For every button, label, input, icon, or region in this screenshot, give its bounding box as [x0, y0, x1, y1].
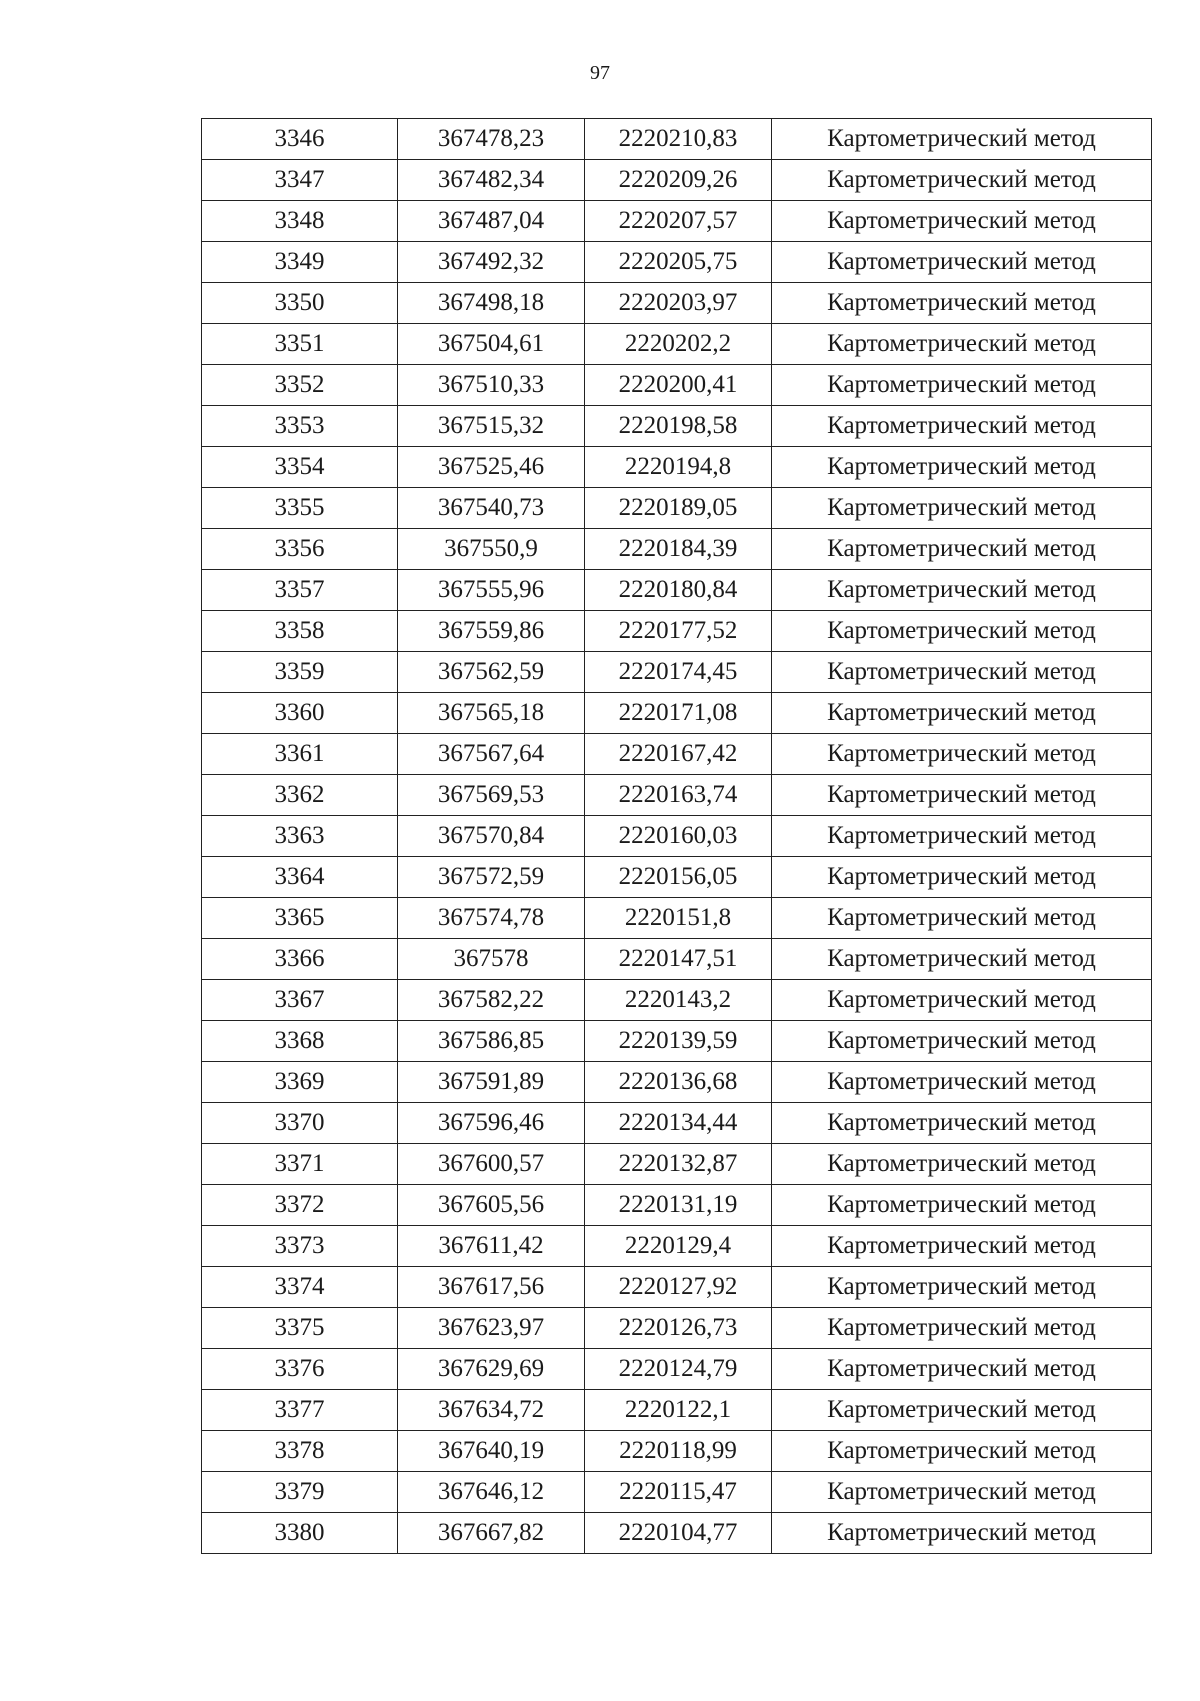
x-coordinate-cell: 367540,73: [398, 488, 585, 529]
x-coordinate-cell: 367596,46: [398, 1103, 585, 1144]
table-row: [202, 652, 1152, 693]
method-cell: Картометрический метод: [772, 1472, 1152, 1513]
point-number-cell: 3353: [202, 406, 398, 447]
table-row: [202, 488, 1152, 529]
method-cell: Картометрический метод: [772, 816, 1152, 857]
table-row: [202, 1226, 1152, 1267]
method-cell: Картометрический метод: [772, 611, 1152, 652]
x-coordinate-cell: 367586,85: [398, 1021, 585, 1062]
y-coordinate-cell: 2220167,42: [585, 734, 772, 775]
table-row: [202, 816, 1152, 857]
x-coordinate-cell: 367559,86: [398, 611, 585, 652]
coordinates-table-body: [202, 119, 1152, 1554]
method-cell: Картометрический метод: [772, 570, 1152, 611]
point-number-cell: 3357: [202, 570, 398, 611]
table-row: [202, 365, 1152, 406]
method-cell: Картометрический метод: [772, 1431, 1152, 1472]
method-cell: Картометрический метод: [772, 1062, 1152, 1103]
table-row: [202, 1062, 1152, 1103]
y-coordinate-cell: 2220132,87: [585, 1144, 772, 1185]
y-coordinate-cell: 2220126,73: [585, 1308, 772, 1349]
method-cell: Картометрический метод: [772, 1513, 1152, 1554]
table-row: [202, 406, 1152, 447]
point-number-cell: 3358: [202, 611, 398, 652]
x-coordinate-cell: 367569,53: [398, 775, 585, 816]
y-coordinate-cell: 2220205,75: [585, 242, 772, 283]
table-row: [202, 857, 1152, 898]
method-cell: Картометрический метод: [772, 857, 1152, 898]
y-coordinate-cell: 2220129,4: [585, 1226, 772, 1267]
point-number-cell: 3364: [202, 857, 398, 898]
point-number-cell: 3350: [202, 283, 398, 324]
table-row: [202, 775, 1152, 816]
method-cell: Картометрический метод: [772, 1349, 1152, 1390]
table-row: [202, 898, 1152, 939]
table-row: [202, 1349, 1152, 1390]
method-cell: Картометрический метод: [772, 488, 1152, 529]
x-coordinate-cell: 367498,18: [398, 283, 585, 324]
method-cell: Картометрический метод: [772, 1226, 1152, 1267]
table-row: [202, 570, 1152, 611]
point-number-cell: 3347: [202, 160, 398, 201]
method-cell: Картометрический метод: [772, 283, 1152, 324]
x-coordinate-cell: 367510,33: [398, 365, 585, 406]
point-number-cell: 3362: [202, 775, 398, 816]
x-coordinate-cell: 367611,42: [398, 1226, 585, 1267]
table-row: [202, 1308, 1152, 1349]
method-cell: Картометрический метод: [772, 529, 1152, 570]
x-coordinate-cell: 367605,56: [398, 1185, 585, 1226]
method-cell: Картометрический метод: [772, 119, 1152, 160]
y-coordinate-cell: 2220118,99: [585, 1431, 772, 1472]
point-number-cell: 3379: [202, 1472, 398, 1513]
y-coordinate-cell: 2220147,51: [585, 939, 772, 980]
point-number-cell: 3380: [202, 1513, 398, 1554]
method-cell: Картометрический метод: [772, 1390, 1152, 1431]
x-coordinate-cell: 367504,61: [398, 324, 585, 365]
x-coordinate-cell: 367574,78: [398, 898, 585, 939]
table-row: [202, 611, 1152, 652]
x-coordinate-cell: 367646,12: [398, 1472, 585, 1513]
y-coordinate-cell: 2220151,8: [585, 898, 772, 939]
table-row: [202, 242, 1152, 283]
x-coordinate-cell: 367562,59: [398, 652, 585, 693]
table-row: [202, 1021, 1152, 1062]
method-cell: Картометрический метод: [772, 898, 1152, 939]
x-coordinate-cell: 367570,84: [398, 816, 585, 857]
x-coordinate-cell: 367591,89: [398, 1062, 585, 1103]
x-coordinate-cell: 367492,32: [398, 242, 585, 283]
y-coordinate-cell: 2220104,77: [585, 1513, 772, 1554]
table-row: [202, 283, 1152, 324]
method-cell: Картометрический метод: [772, 160, 1152, 201]
table-row: [202, 1513, 1152, 1554]
y-coordinate-cell: 2220184,39: [585, 529, 772, 570]
table-row: [202, 119, 1152, 160]
method-cell: Картометрический метод: [772, 1308, 1152, 1349]
point-number-cell: 3367: [202, 980, 398, 1021]
point-number-cell: 3355: [202, 488, 398, 529]
point-number-cell: 3361: [202, 734, 398, 775]
table-row: [202, 1472, 1152, 1513]
method-cell: Картометрический метод: [772, 1021, 1152, 1062]
table-row: [202, 201, 1152, 242]
method-cell: Картометрический метод: [772, 1185, 1152, 1226]
y-coordinate-cell: 2220189,05: [585, 488, 772, 529]
point-number-cell: 3351: [202, 324, 398, 365]
method-cell: Картометрический метод: [772, 365, 1152, 406]
table-row: [202, 529, 1152, 570]
point-number-cell: 3370: [202, 1103, 398, 1144]
method-cell: Картометрический метод: [772, 201, 1152, 242]
x-coordinate-cell: 367525,46: [398, 447, 585, 488]
table-row: [202, 693, 1152, 734]
y-coordinate-cell: 2220156,05: [585, 857, 772, 898]
method-cell: Картометрический метод: [772, 1144, 1152, 1185]
point-number-cell: 3371: [202, 1144, 398, 1185]
x-coordinate-cell: 367640,19: [398, 1431, 585, 1472]
point-number-cell: 3365: [202, 898, 398, 939]
y-coordinate-cell: 2220210,83: [585, 119, 772, 160]
method-cell: Картометрический метод: [772, 734, 1152, 775]
y-coordinate-cell: 2220131,19: [585, 1185, 772, 1226]
y-coordinate-cell: 2220180,84: [585, 570, 772, 611]
y-coordinate-cell: 2220115,47: [585, 1472, 772, 1513]
point-number-cell: 3374: [202, 1267, 398, 1308]
y-coordinate-cell: 2220163,74: [585, 775, 772, 816]
point-number-cell: 3366: [202, 939, 398, 980]
method-cell: Картометрический метод: [772, 324, 1152, 365]
y-coordinate-cell: 2220171,08: [585, 693, 772, 734]
x-coordinate-cell: 367555,96: [398, 570, 585, 611]
point-number-cell: 3377: [202, 1390, 398, 1431]
x-coordinate-cell: 367515,32: [398, 406, 585, 447]
point-number-cell: 3373: [202, 1226, 398, 1267]
point-number-cell: 3352: [202, 365, 398, 406]
x-coordinate-cell: 367572,59: [398, 857, 585, 898]
x-coordinate-cell: 367629,69: [398, 1349, 585, 1390]
y-coordinate-cell: 2220207,57: [585, 201, 772, 242]
method-cell: Картометрический метод: [772, 775, 1152, 816]
y-coordinate-cell: 2220136,68: [585, 1062, 772, 1103]
point-number-cell: 3356: [202, 529, 398, 570]
x-coordinate-cell: 367634,72: [398, 1390, 585, 1431]
table-row: [202, 1267, 1152, 1308]
x-coordinate-cell: 367667,82: [398, 1513, 585, 1554]
y-coordinate-cell: 2220139,59: [585, 1021, 772, 1062]
point-number-cell: 3360: [202, 693, 398, 734]
point-number-cell: 3369: [202, 1062, 398, 1103]
point-number-cell: 3378: [202, 1431, 398, 1472]
x-coordinate-cell: 367582,22: [398, 980, 585, 1021]
y-coordinate-cell: 2220127,92: [585, 1267, 772, 1308]
x-coordinate-cell: 367482,34: [398, 160, 585, 201]
y-coordinate-cell: 2220202,2: [585, 324, 772, 365]
y-coordinate-cell: 2220122,1: [585, 1390, 772, 1431]
point-number-cell: 3376: [202, 1349, 398, 1390]
method-cell: Картометрический метод: [772, 693, 1152, 734]
point-number-cell: 3368: [202, 1021, 398, 1062]
x-coordinate-cell: 367567,64: [398, 734, 585, 775]
y-coordinate-cell: 2220134,44: [585, 1103, 772, 1144]
point-number-cell: 3372: [202, 1185, 398, 1226]
y-coordinate-cell: 2220124,79: [585, 1349, 772, 1390]
point-number-cell: 3354: [202, 447, 398, 488]
y-coordinate-cell: 2220177,52: [585, 611, 772, 652]
y-coordinate-cell: 2220143,2: [585, 980, 772, 1021]
x-coordinate-cell: 367487,04: [398, 201, 585, 242]
x-coordinate-cell: 367565,18: [398, 693, 585, 734]
method-cell: Картометрический метод: [772, 447, 1152, 488]
x-coordinate-cell: 367478,23: [398, 119, 585, 160]
method-cell: Картометрический метод: [772, 1103, 1152, 1144]
x-coordinate-cell: 367600,57: [398, 1144, 585, 1185]
point-number-cell: 3359: [202, 652, 398, 693]
method-cell: Картометрический метод: [772, 242, 1152, 283]
method-cell: Картометрический метод: [772, 980, 1152, 1021]
y-coordinate-cell: 2220200,41: [585, 365, 772, 406]
table-row: [202, 734, 1152, 775]
point-number-cell: 3363: [202, 816, 398, 857]
method-cell: Картометрический метод: [772, 939, 1152, 980]
table-row: [202, 1103, 1152, 1144]
y-coordinate-cell: 2220160,03: [585, 816, 772, 857]
method-cell: Картометрический метод: [772, 1267, 1152, 1308]
x-coordinate-cell: 367623,97: [398, 1308, 585, 1349]
table-row: [202, 1185, 1152, 1226]
y-coordinate-cell: 2220198,58: [585, 406, 772, 447]
x-coordinate-cell: 367617,56: [398, 1267, 585, 1308]
method-cell: Картометрический метод: [772, 406, 1152, 447]
point-number-cell: 3349: [202, 242, 398, 283]
x-coordinate-cell: 367550,9: [398, 529, 585, 570]
coordinates-table: [201, 118, 1152, 1554]
y-coordinate-cell: 2220174,45: [585, 652, 772, 693]
y-coordinate-cell: 2220209,26: [585, 160, 772, 201]
y-coordinate-cell: 2220194,8: [585, 447, 772, 488]
page-number: 97: [590, 62, 610, 84]
table-row: [202, 980, 1152, 1021]
table-row: [202, 1390, 1152, 1431]
point-number-cell: 3375: [202, 1308, 398, 1349]
point-number-cell: 3348: [202, 201, 398, 242]
table-row: [202, 324, 1152, 365]
table-row: [202, 939, 1152, 980]
table-row: [202, 160, 1152, 201]
x-coordinate-cell: 367578: [398, 939, 585, 980]
table-row: [202, 447, 1152, 488]
table-row: [202, 1431, 1152, 1472]
point-number-cell: 3346: [202, 119, 398, 160]
method-cell: Картометрический метод: [772, 652, 1152, 693]
table-row: [202, 1144, 1152, 1185]
y-coordinate-cell: 2220203,97: [585, 283, 772, 324]
